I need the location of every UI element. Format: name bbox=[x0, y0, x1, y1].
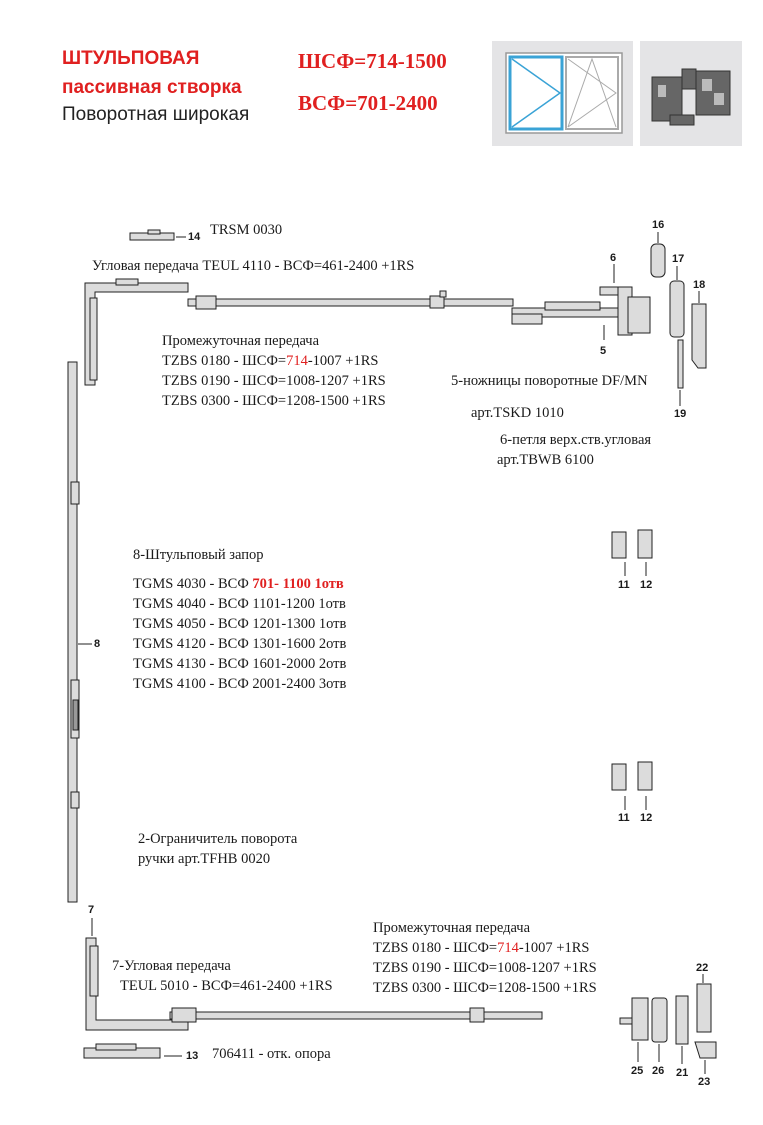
part-number-5: 5 bbox=[600, 345, 607, 357]
part-12b-shape bbox=[638, 762, 652, 790]
part-number-8: 8 bbox=[94, 638, 101, 650]
part-26-shape bbox=[652, 998, 667, 1042]
mid-bot-title: Промежуточная передача bbox=[373, 920, 531, 936]
part-number-7: 7 bbox=[88, 904, 95, 916]
part-12a-shape bbox=[638, 530, 652, 558]
limiter-block bbox=[138, 829, 297, 869]
lock-line-4: TGMS 4120 - ВСФ 1301-1600 2отв bbox=[133, 636, 347, 652]
part-number-11b: 11 bbox=[618, 812, 630, 824]
part-number-21: 21 bbox=[676, 1067, 689, 1079]
corner-bot-line-2: TEUL 5010 - ВСФ=461-2400 +1RS bbox=[120, 978, 333, 994]
part-21-shape bbox=[676, 996, 688, 1044]
part-23-shape bbox=[695, 1042, 716, 1058]
mid-top-block bbox=[162, 331, 386, 411]
title-line-3: Поворотная широкая bbox=[62, 104, 250, 125]
label-scissors-art: арт.TSKD 1010 bbox=[471, 405, 564, 421]
mid-bot-block bbox=[373, 918, 597, 998]
vertical-lock-shape bbox=[68, 362, 77, 902]
mid-top-1-post: -1007 +1RS bbox=[307, 353, 379, 369]
title-line-1: ШТУЛЬПОВАЯ bbox=[62, 48, 200, 69]
part-number-18: 18 bbox=[693, 279, 706, 291]
label-trsm: TRSM 0030 bbox=[210, 222, 283, 238]
part-number-23: 23 bbox=[698, 1076, 711, 1088]
label-corner-top: Угловая передача TEUL 4110 - ВСФ=461-2400 +1RS bbox=[92, 258, 415, 274]
part-number-26: 26 bbox=[652, 1065, 665, 1077]
mid-bot-line-3: TZBS 0300 - ШСФ=1208-1500 +1RS bbox=[373, 980, 597, 996]
lock-line-3: TGMS 4050 - ВСФ 1201-1300 1отв bbox=[133, 616, 347, 632]
mid-top-1-red: 714 bbox=[286, 353, 308, 369]
label-hinge-art: арт.TBWB 6100 bbox=[497, 452, 594, 468]
lock-line-2: TGMS 4040 - ВСФ 1101-1200 1отв bbox=[133, 596, 346, 612]
mid-top-1-pre: TZBS 0180 - ШСФ= bbox=[162, 353, 287, 369]
part-number-25: 25 bbox=[631, 1065, 644, 1077]
mid-top-line-2: TZBS 0190 - ШСФ=1008-1207 +1RS bbox=[162, 373, 386, 389]
mid-bot-line-1 bbox=[373, 938, 597, 958]
label-lock-title: 8-Штульповый запор bbox=[133, 547, 264, 563]
part-number-12a: 12 bbox=[640, 579, 653, 591]
part-number-14: 14 bbox=[188, 231, 201, 243]
part-number-13: 13 bbox=[186, 1050, 199, 1062]
lock-1-red: 701- 1100 1отв bbox=[252, 576, 344, 592]
mid-bot-1-red: 714 bbox=[497, 940, 519, 956]
mid-top-line-1 bbox=[162, 351, 386, 371]
part-number-17: 17 bbox=[672, 253, 685, 265]
lock-line-5: TGMS 4130 - ВСФ 1601-2000 2отв bbox=[133, 656, 347, 672]
dimension-height: ВСФ=701-2400 bbox=[298, 91, 438, 115]
label-scissors: 5-ножницы поворотные DF/MN bbox=[451, 373, 648, 389]
part-number-6: 6 bbox=[610, 252, 617, 264]
lock-line-1 bbox=[133, 574, 346, 594]
part-16-shape bbox=[651, 244, 665, 277]
part-18-shape bbox=[692, 304, 706, 368]
part-17-shape bbox=[670, 281, 684, 337]
dimension-width: ШСФ=714-1500 bbox=[298, 49, 447, 73]
part-11a-shape bbox=[612, 532, 626, 558]
corner-bot-line-1: 7-Угловая передача bbox=[112, 958, 231, 974]
part-11b-shape bbox=[612, 764, 626, 790]
top-rod-shape bbox=[188, 299, 513, 306]
title-line-2: пассивная створка bbox=[62, 77, 242, 98]
lock-list bbox=[133, 574, 346, 694]
label-support: 706411 - отк. опора bbox=[212, 1046, 331, 1062]
part-25-shape bbox=[620, 998, 648, 1040]
label-hinge: 6-петля верх.ств.угловая bbox=[500, 432, 652, 448]
mid-bot-1-post: -1007 +1RS bbox=[518, 940, 590, 956]
part-22-shape bbox=[697, 984, 711, 1032]
limiter-line-2: ручки арт.TFHB 0020 bbox=[138, 851, 271, 867]
mid-bot-1-pre: TZBS 0180 - ШСФ= bbox=[373, 940, 498, 956]
lock-1-pre: TGMS 4030 - ВСФ bbox=[133, 576, 253, 592]
part-number-11a: 11 bbox=[618, 579, 630, 591]
limiter-line-1: 2-Ограничитель поворота bbox=[138, 831, 298, 847]
mid-bot-line-2: TZBS 0190 - ШСФ=1008-1207 +1RS bbox=[373, 960, 597, 976]
lock-line-6: TGMS 4100 - ВСФ 2001-2400 3отв bbox=[133, 676, 347, 692]
part-number-12b: 12 bbox=[640, 812, 653, 824]
corner-bot-block bbox=[112, 956, 333, 996]
mid-top-line-3: TZBS 0300 - ШСФ=1208-1500 +1RS bbox=[162, 393, 386, 409]
part-number-16: 16 bbox=[652, 219, 665, 231]
part-number-22: 22 bbox=[696, 962, 709, 974]
part-number-19: 19 bbox=[674, 408, 687, 420]
mid-top-title: Промежуточная передача bbox=[162, 333, 320, 349]
part-19-shape bbox=[678, 340, 683, 388]
bottom-rod-shape bbox=[170, 1012, 542, 1019]
